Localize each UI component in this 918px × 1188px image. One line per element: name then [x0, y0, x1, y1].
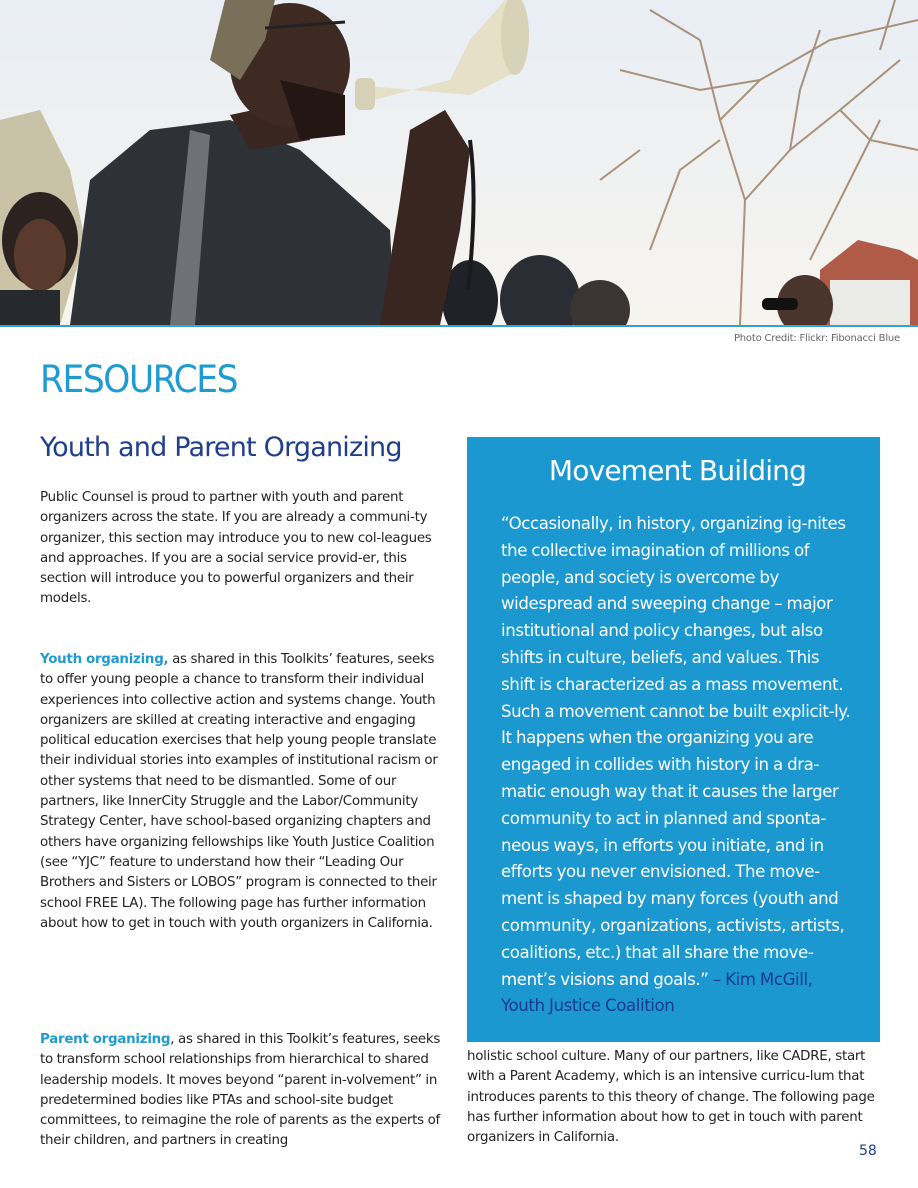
left-column — [40, 430, 450, 466]
parent-organizing-lead: Parent organizing — [40, 1032, 171, 1047]
quote-text: “Occasionally, in history, organizing ig-nites the collective imagination of millions of people, and society is overcome by widespread and sweeping change – major institutional and policy changes, but also shifts in culture, beliefs, and values. This shift is characterized as a mass movement. Such a movement cannot be built explicit-ly. It happens when the organizing you are engaged in collides with history in a dra-matic enough way that it causes the larger community to act in planned and sponta-neous ways, in efforts you initiate, and in efforts you never envisioned. The move-ment is shaped by many forces (youth and community, organizations, activists, artists, coalitions, etc.) that all share the move-ment’s visions and goals.” — [501, 514, 851, 989]
youth-organizing-paragraph — [40, 650, 450, 934]
parent-organizing-text: , as shared in this Toolkit’s features, seeks to transform school relationships from hierarchical to shared leadership models. It moves beyond “parent in-volvement” in predetermined bodies like PTAs and school-site budget committees, to reimagine the role of parents as the experts of their children, and partners in creating — [40, 1032, 441, 1149]
page-number: 58 — [859, 1143, 877, 1159]
quote-attribution: – Kim McGill, Youth Justice Coalition — [501, 969, 813, 1016]
parent-organizing-continued: holistic school culture. Many of our partners, like CADRE, start with a Parent Academy, which is an intensive curricu-lum that introduces parents to this theory of change. The following page has further information about how to get in touch with parent organizers in California. — [467, 1049, 875, 1146]
parent-organizing-paragraph — [40, 1030, 450, 1152]
header-photo — [0, 0, 918, 325]
photo-credit: Photo Credit: Flickr: Fibonacci Blue — [733, 333, 900, 344]
photo-divider — [0, 325, 918, 327]
section-title: RESOURCES — [40, 358, 238, 401]
callout-quote — [501, 511, 854, 1020]
callout-title: Movement Building — [548, 454, 807, 487]
section-heading: Youth and Parent Organizing — [40, 432, 402, 463]
intro-paragraph: Public Counsel is proud to partner with youth and parent organizers across the state. If you are already a communi-ty organizer, this section may introduce you to new col-leagues and approaches. If you are a social service provid-er, this section will introduce you to powerful organizers and their models. — [40, 490, 432, 607]
youth-organizing-text: as shared in this Toolkits’ features, seeks to offer young people a chance to transform their individual experiences into collective action and systems change. Youth organizers are skilled at creating interactive and engaging political education exercises that help young people translate their individual stories into examples of institutional racism or other systems that need to be dismantled. Some of our partners, like InnerCity Struggle and the Labor/Community Strategy Center, have school-based organizing chapters and others have organizing fellowships like Youth Justice Coalition (see “YJC” feature to understand how their “Leading Our Brothers and Sisters or LOBOS” program is connected to their school FREE LA). The following page has further information about how to get in touch with youth organizers in California. — [40, 652, 438, 931]
movement-building-callout — [467, 437, 880, 1042]
youth-organizing-lead: Youth organizing, — [40, 652, 169, 667]
